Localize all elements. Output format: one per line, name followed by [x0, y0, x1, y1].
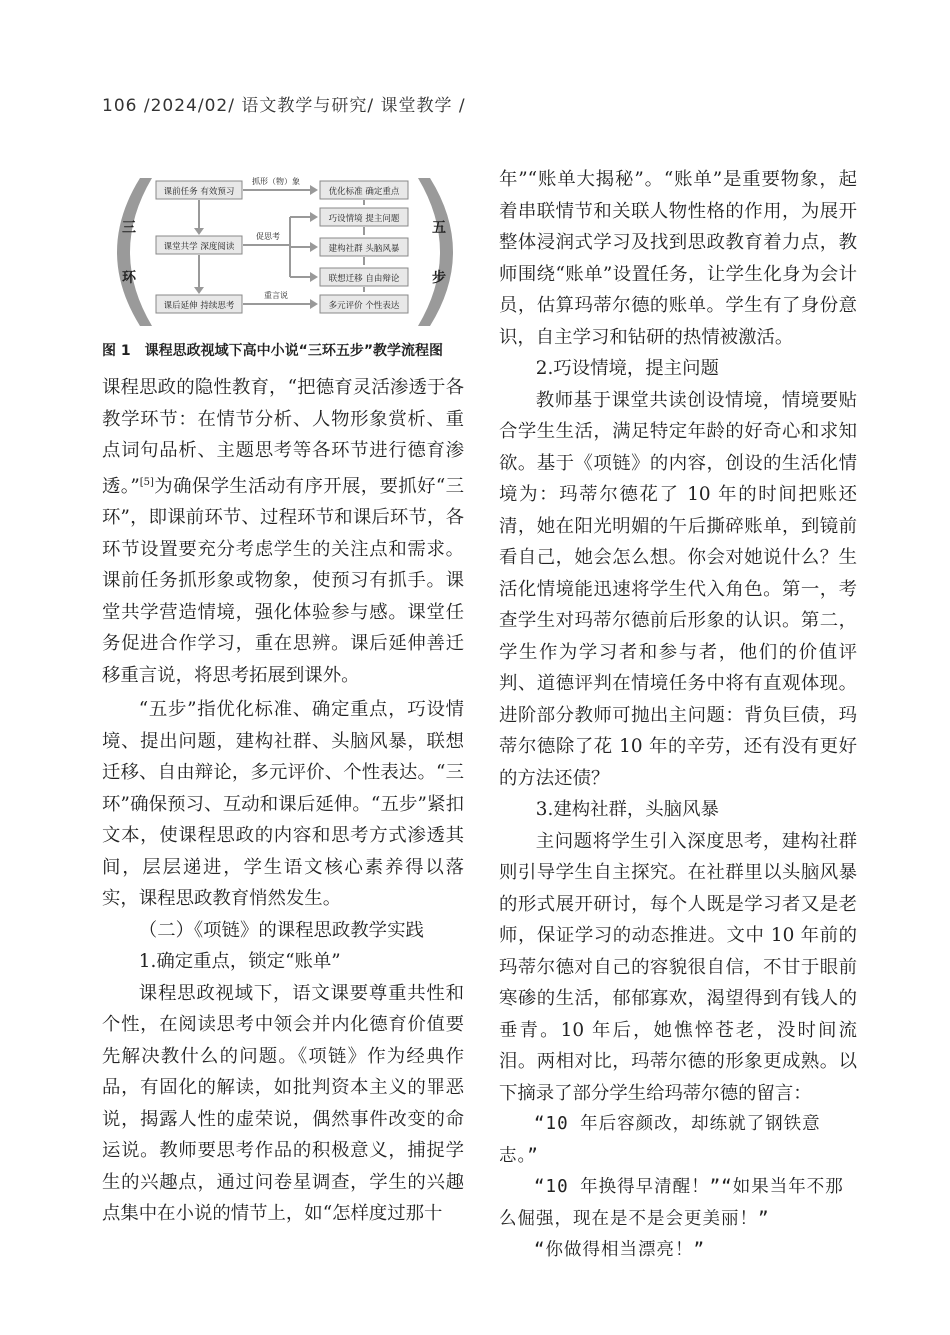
subsection-heading-1: 1.确定重点，锁定“账单” — [138, 951, 341, 973]
left-para-1-text: 课程思政的隐性教育，“把德育灵活渗透于各教学环节：在情节分析、人物形象赏析、重点词句品析、主题思考等各环节进行德育渗透。” — [102, 377, 464, 497]
left-para-3: 课程思政视域下，语文课要尊重共性和个性，在阅读思考中领会并内化德育价值要先解决教什么的问题。《项链》作为经典作品，有固化的解读，如批判资本主义的罪恶说，揭露人性的虚荣说，偶然事件改变的命运说。教师要思考作品的积极意义，捕捉学生的兴趣点，通过问卷星调查，学生的兴趣点集中在小说的情节上，如“怎样度过那十 — [102, 982, 464, 1225]
arrowhead-down-2 — [194, 287, 204, 294]
left-para-1-tail: 为确保学生活动有序开展，要抓好“三环”，即课前环节、过程环节和课后环节，各环节设置要充分考虑学生的关注点和需求。课前任务抓形象或物象，使预习有抓手。课堂共学营造情境，强化体验参与感。课堂任务促进合作学习，重在思辨。课后延伸善迁移重言说，将思考拓展到课外。 — [102, 475, 465, 686]
left-box-1-text: 课前任务 有效预习 — [163, 187, 235, 197]
mid-label-3: 重言说 — [264, 291, 288, 300]
right-box-1-text: 优化标准 确定重点 — [328, 187, 400, 197]
running-header: 106 /2024/02/ 语文教学与研究/ 课堂教学 / — [102, 96, 466, 116]
right-para-2: 教师基于课堂共读创设情境，情境要贴合学生生活，满足特定年龄的好奇心和求知欲。基于《项链》的内容，创设的生活化情境为：玛蒂尔德花了 10 年的时间把账还清，她在阳光明媚的午后撕碎账单，到镜前看自己，她会怎么想。你会对她说什么？生活化情境能迅速将学生代入角色。第一，考查学生对玛蒂尔德前后形象的认识。第二，学生作为学习者和参与者，他们的价值评判、道德评判在情境任务中将有直观体现。进阶部分教师可抛出主问题：背负巨债，玛蒂尔德除了花 10 年的辛劳，还有没有更好的方法还债？ — [499, 389, 857, 789]
left-label-bottom: 环 — [122, 270, 136, 286]
right-para-3: 主问题将学生引入深度思考，建构社群则引导学生自主探究。在社群里以头脑风暴的形式展开研讨，每个人既是学习者又是老师，保证学习的动态推进。文中 10 年前的玛蒂尔德对自己的容貌很自信，不甘于眼前寒碜的生活，郁郁寡欢，渴望得到有钱人的垂青。10 年后，她憔悴苍老，没时间流泪。两相对比，玛蒂尔德的形象更成熟。以下摘录了部分学生给玛蒂尔德的留言： — [499, 830, 857, 1104]
student-quote-3: “你做得相当漂亮！” — [534, 1240, 706, 1260]
subsection-heading-3: 3.建构社群，头脑风暴 — [535, 799, 719, 820]
left-column — [102, 372, 464, 1230]
right-label-bottom: 步 — [432, 270, 446, 286]
right-box-4-text: 联想迁移 自由辩论 — [328, 274, 400, 284]
arrowhead-right-3 — [310, 299, 318, 309]
left-para-1 — [102, 372, 464, 691]
section-heading-2: （二）《项链》的课程思政教学实践 — [138, 919, 424, 941]
right-label-top: 五 — [432, 220, 446, 236]
right-box-5-text: 多元评价 个性表达 — [328, 301, 400, 311]
left-label-top: 三 — [122, 220, 136, 236]
left-box-3-text: 课后延伸 持续思考 — [163, 301, 235, 311]
student-quote-1: “10 年后容颜改，却练就了钢铁意志。” — [499, 1114, 821, 1166]
branch-arrowhead-2 — [310, 242, 318, 252]
arrowhead-right-1 — [310, 185, 318, 195]
right-box-3-text: 建构社群 头脑风暴 — [328, 244, 400, 254]
arrowhead-down-1 — [194, 228, 204, 235]
left-para-2: “五步”指优化标准、确定重点，巧设情境、提出问题，建构社群、头脑风暴，联想迁移、自由辩论，多元评价、个性表达。“三环”确保预习、互动和课后延伸。“五步”紧扣文本，使课程思政的内容和思考方式渗透其间，层层递进，学生语文核心素养得以落实，课程思政教育悄然发生。 — [102, 699, 464, 910]
right-column — [499, 164, 857, 1267]
subsection-heading-2: 2.巧设情境，提主问题 — [535, 358, 719, 379]
right-box-2-text: 巧设情境 提主问题 — [328, 214, 400, 224]
student-quote-2: “10 年换得早清醒！”“如果当年不那么倔强，现在是不是会更美丽！” — [499, 1177, 844, 1229]
right-bracket-shape — [418, 178, 453, 326]
footnote-mark: [5] — [139, 476, 154, 488]
figure-caption: 图 1 课程思政视域下高中小说“三环五步”教学流程图 — [102, 343, 444, 359]
right-para-1: 年”“账单大揭秘”。“账单”是重要物象，起着串联情节和关联人物性格的作用，为展开整体浸润式学习及找到思政教育着力点，教师围绕“账单”设置任务，让学生化身为会计员，估算玛蒂尔德的账单。学生有了身份意识，自主学习和钻研的热情被激活。 — [499, 169, 857, 348]
flowchart-svg — [100, 170, 472, 335]
branch-arrowhead-3 — [310, 272, 318, 282]
mid-label-2: 促思考 — [256, 232, 280, 241]
mid-label-1: 抓形（物）象 — [252, 177, 300, 186]
left-bracket-shape — [117, 178, 152, 326]
branch-arrowhead-1 — [310, 212, 318, 222]
left-box-2-text: 课堂共学 深度阅读 — [163, 242, 235, 252]
flowchart-figure — [100, 170, 472, 335]
